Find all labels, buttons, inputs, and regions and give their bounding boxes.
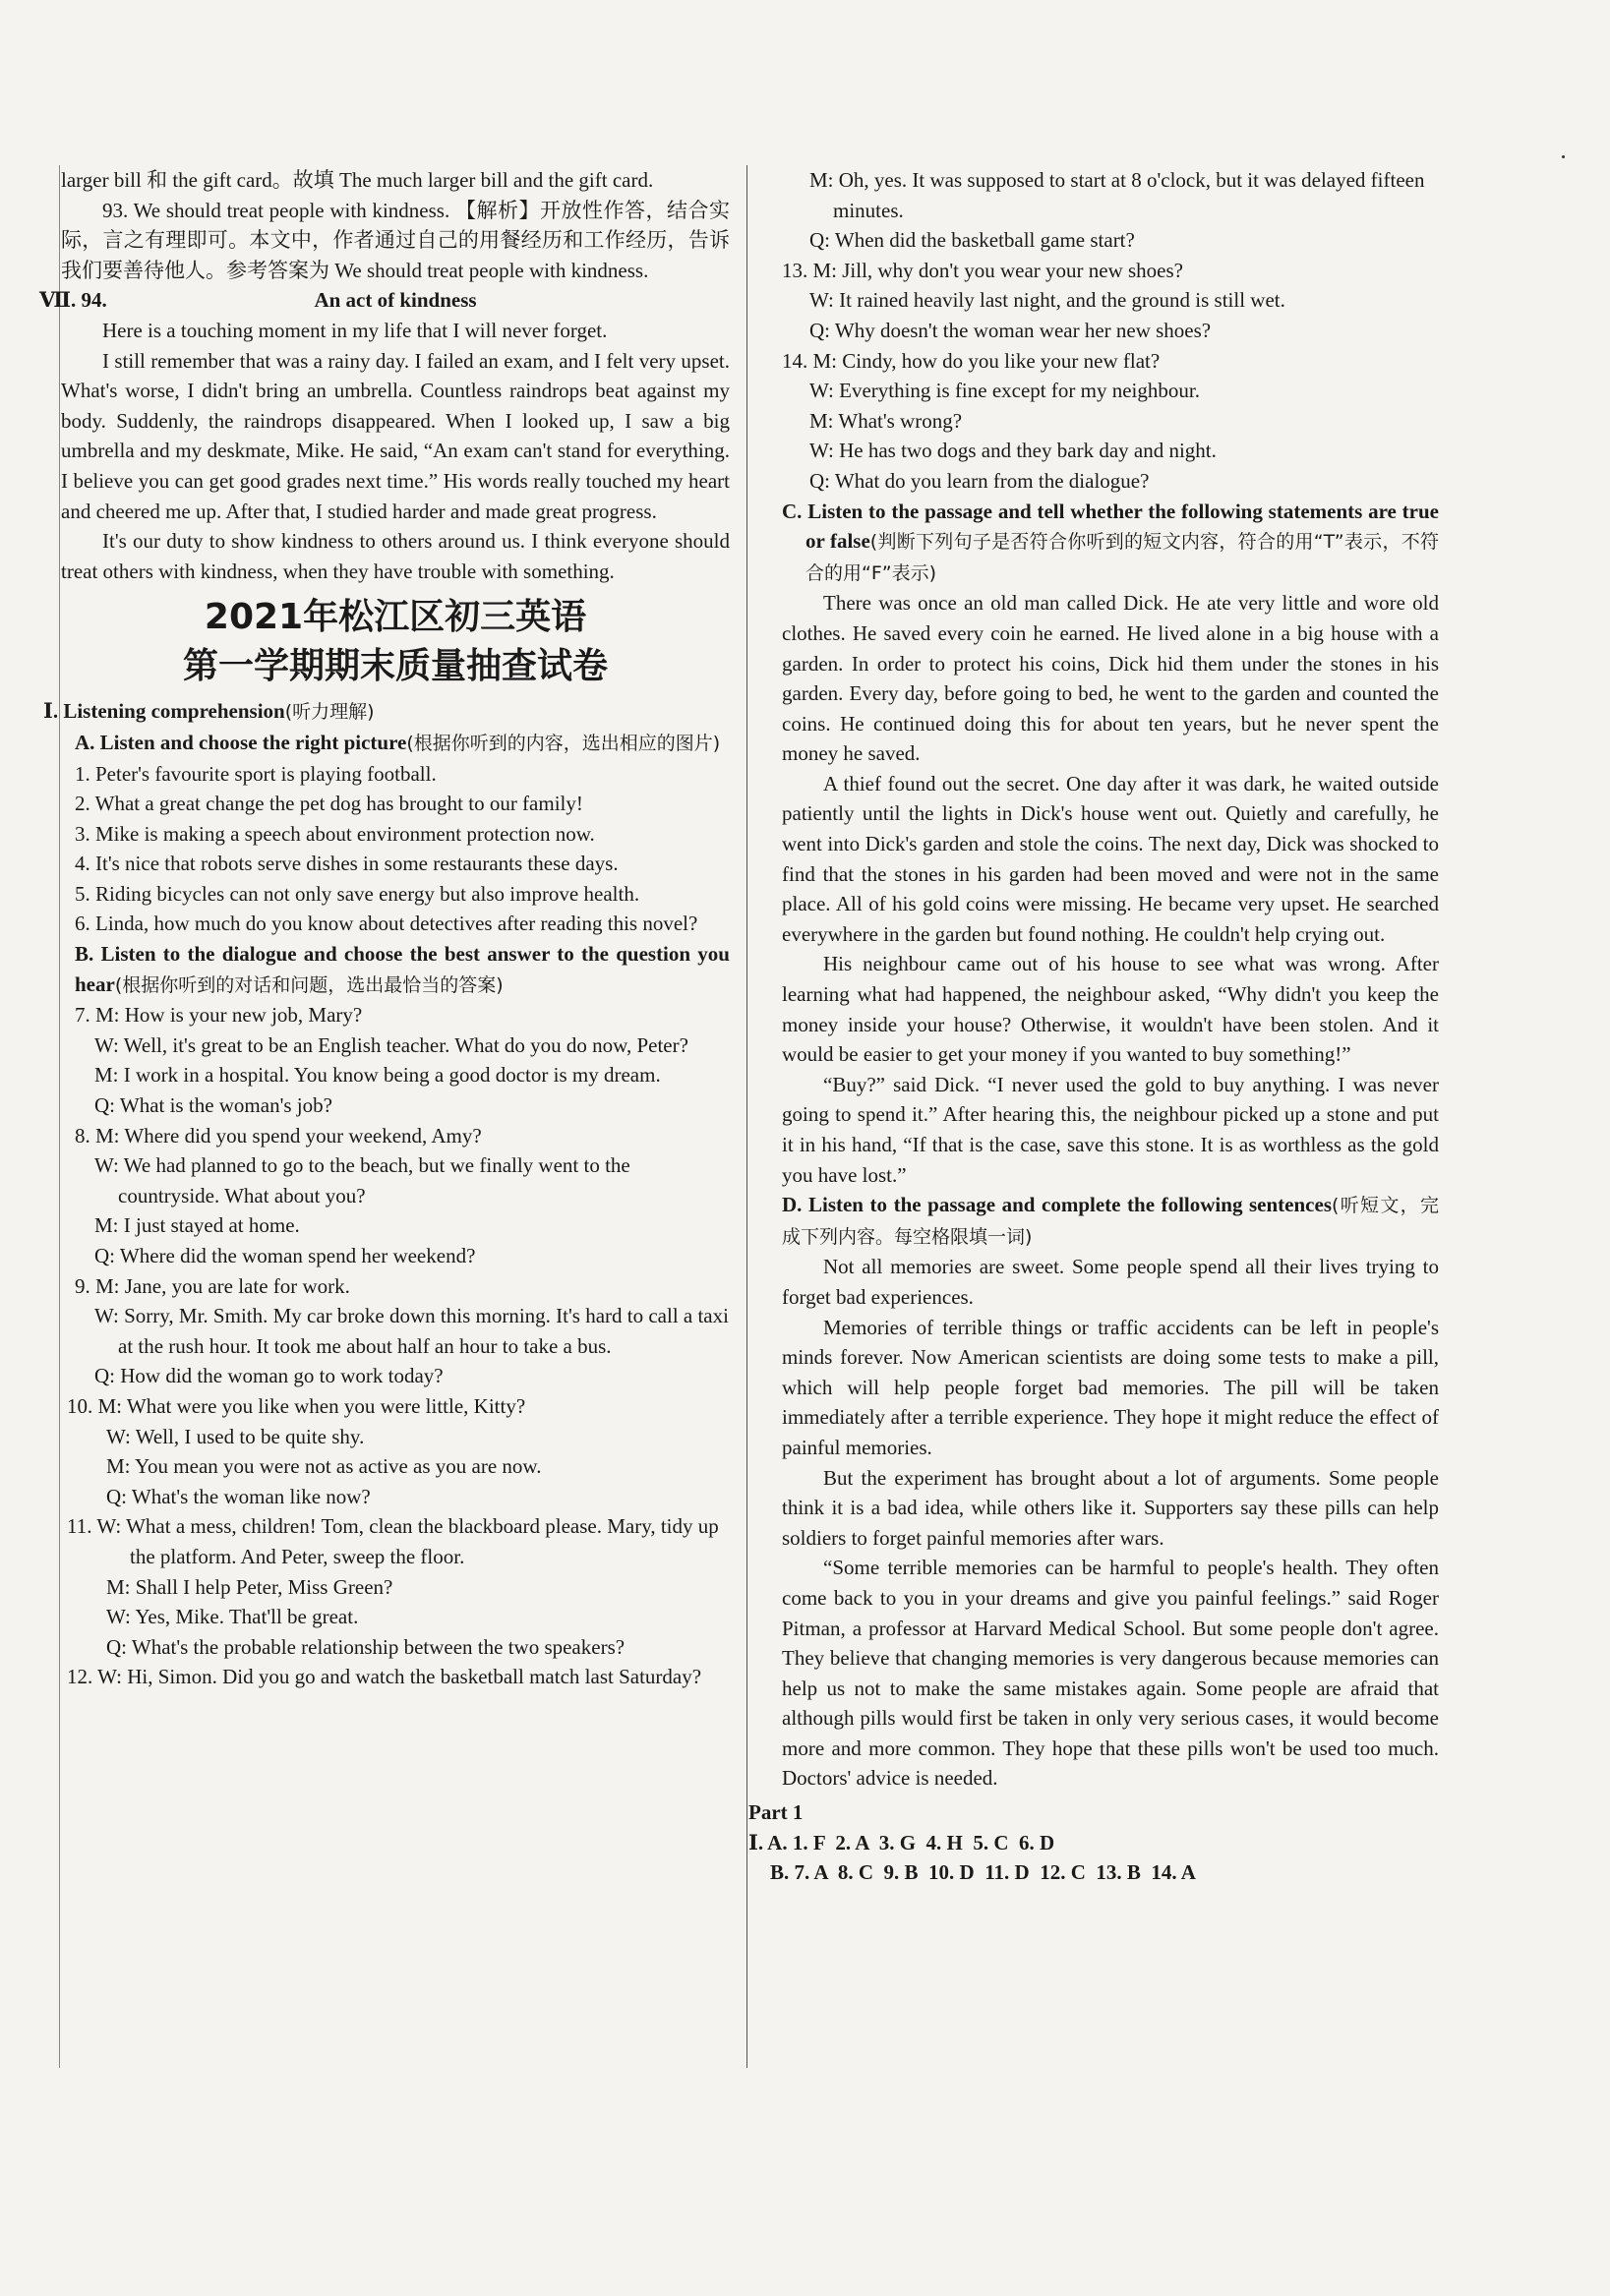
dialogue-8	[61, 1121, 730, 1271]
right-column	[748, 165, 1440, 1888]
list-item: 5. Riding bicycles can not only save energy but also improve health.	[75, 881, 640, 906]
dialogue-line: Q: When did the basketball game start?	[809, 228, 1135, 253]
list-item: 2. What a great change the pet dog has brought to our family!	[75, 792, 583, 816]
section-c-paragraph-2: A thief found out the secret. One day after it was dark, he waited outside patiently until the lights in Dick's house went out. Quietly and carefully, he went into Dick's garden and stole the coins. The next day, Dick was shocked to find that the stones in his garden had been moved and were not in the same place. All of his gold coins were missing. He became very upset. He searched everywhere in the garden but found nothing. He couldn't help crying out.	[782, 771, 1439, 946]
dialogue-7	[61, 1000, 730, 1120]
list-item: 4. It's nice that robots serve dishes in some restaurants these days.	[75, 852, 619, 876]
dialogue-line: 8. M: Where did you spend your weekend, Amy?	[75, 1123, 482, 1148]
dialogue-line: 11. W: What a mess, children! Tom, clean the blackboard please. Mary, tidy up the platform. And Peter, sweep the floor.	[67, 1514, 719, 1568]
dialogue-line: M: What's wrong?	[809, 408, 963, 433]
part-1-label: Part 1	[748, 1800, 804, 1825]
section-a-cn: (根据你听到的内容，选出相应的图片)	[406, 732, 721, 754]
dialogue-line: Q: What do you learn from the dialogue?	[809, 468, 1150, 493]
dialogue-line: W: Everything is fine except for my neighbour.	[809, 379, 1200, 403]
dialogue-line: M: Shall I help Peter, Miss Green?	[106, 1574, 393, 1599]
dialogue-line: 12. W: Hi, Simon. Did you go and watch the basketball match last Saturday?	[67, 1665, 702, 1689]
section-b-title: B. Listen to the dialogue and choose the best answer to the question you hear	[75, 942, 730, 996]
section-b-heading	[61, 939, 730, 1000]
section-c-cn: (判断下列句子是否符合你听到的短文内容，符合的用“T”表示，不符合的用“F”表示)	[805, 531, 1440, 584]
list-item: 6. Linda, how much do you know about detectives after reading this novel?	[75, 912, 698, 936]
section-a-heading	[61, 728, 730, 759]
dialogue-12-continued	[782, 165, 1439, 256]
dialogue-line: M: Oh, yes. It was supposed to start at 8 o'clock, but it was delayed fifteen minutes.	[809, 168, 1425, 222]
section-d-paragraph-2: Memories of terrible things or traffic accidents can be left in people's minds forever. Now American scientists are doing some tests to make a pill, which will help people forget bad memories. The pill will be taken immediately after a terrible experience. They hope it might reduce the effect of painful memories.	[782, 1315, 1439, 1459]
dialogue-line: 7. M: How is your new job, Mary?	[75, 1003, 363, 1028]
dialogue-line: W: Sorry, Mr. Smith. My car broke down this morning. It's hard to call a taxi at the rush hour. It took me about half an hour to take a bus.	[94, 1304, 729, 1358]
section-d-heading	[782, 1190, 1439, 1252]
section-c-title: C. Listen to the passage and tell whether the following statements are true or false	[782, 499, 1439, 554]
dialogue-line: Q: How did the woman go to work today?	[94, 1364, 444, 1388]
dialogue-line: W: We had planned to go to the beach, but we finally went to the countryside. What about you?	[94, 1153, 630, 1207]
column-divider	[746, 165, 747, 2068]
dialogue-9	[61, 1271, 730, 1391]
dialogue-line: M: I work in a hospital. You know being a good doctor is my dream.	[94, 1063, 661, 1088]
dialogue-line: 9. M: Jane, you are late for work.	[75, 1273, 350, 1298]
section-a-title: A. Listen and choose the right picture	[75, 730, 407, 754]
dialogue-10	[61, 1391, 730, 1511]
section-c-heading	[782, 497, 1439, 589]
left-column	[39, 165, 730, 1692]
section-b-cn: (根据你听到的对话和问题，选出最恰当的答案)	[114, 973, 504, 996]
essay-title: An act of kindness	[314, 288, 477, 313]
exam-title-line-1: 2021年松江区初三英语	[204, 597, 587, 638]
section-d-cn: (听短文，完成下列内容。每空格限填一词)	[782, 1195, 1439, 1248]
dialogue-line: Q: What's the woman like now?	[106, 1484, 371, 1508]
answer-93: 93. We should treat people with kindness. 【解析】开放性作答，结合实际，言之有理即可。本文中，作者通过自己的用餐经历和工作经历，告诉我们要善待他人。参考答案为 We should treat people with kindness.	[61, 198, 730, 282]
section-c-paragraph-1: There was once an old man called Dick. He ate very little and wore old clothes. He saved every coin he earned. He lived alone in a big house with a garden. In order to protect his coins, Dick hid them under the stones in his garden. Every day, before going to bed, he went to the garden and counted the coins. He continued doing this for about ten years, but he never spent the money he saved.	[782, 591, 1439, 766]
list-item: 3. Mike is making a speech about environment protection now.	[75, 821, 595, 846]
dialogue-line: Q: Where did the woman spend her weekend?	[94, 1244, 476, 1267]
essay-paragraph-2: I still remember that was a rainy day. I failed an exam, and I felt very upset. What's worse, I didn't bring an umbrella. Countless raindrops beat against my body. Suddenly, the raindrops disappeared. When I looked up, I saw a big umbrella and my deskmate, Mike. He said, “An exam can't stand for everything. I believe you can get good grades next time.” His words really touched my heart and cheered me up. After that, I studied harder and made great progress.	[61, 348, 730, 523]
dialogue-line: 14. M: Cindy, how do you like your new flat?	[782, 348, 1161, 373]
essay-paragraph-3: It's our duty to show kindness to others around us. I think everyone should treat others with kindness, when they have trouble with something.	[61, 529, 730, 583]
dialogue-line: 13. M: Jill, why don't you wear your new shoes?	[782, 258, 1183, 282]
answer-intro: larger bill 和 the gift card。故填 The much larger bill and the gift card.	[61, 168, 654, 192]
essay-header	[39, 285, 730, 316]
dialogue-14	[782, 346, 1439, 497]
essay-paragraph-1: Here is a touching moment in my life that I will never forget.	[102, 318, 608, 342]
speck	[1562, 155, 1565, 158]
section-d-paragraph-4: “Some terrible memories can be harmful to people's health. They often come back to you in your dreams and give you painful feelings.” said Roger Pitman, a professor at Harvard Medical School. But some people don't agree. They believe that changing memories is very dangerous because memories can help us not to make the same mistakes again. Some people are afraid that although pills would first be taken in only very serious cases, it would become more and more common. They hope that these pills won't be used too much. Doctors' advice is needed.	[782, 1556, 1439, 1791]
dialogue-line: Q: Why doesn't the woman wear her new shoes?	[809, 318, 1212, 342]
section-1-heading	[43, 696, 730, 728]
dialogue-line: 10. M: What were you like when you were little, Kitty?	[67, 1393, 526, 1418]
answers-section-a: Ⅰ. A. 1. F 2. A 3. G 4. H 5. C 6. D	[748, 1830, 1055, 1854]
answers-section-b: B. 7. A 8. C 9. B 10. D 11. D 12. C 13. B 14. A	[770, 1860, 1196, 1885]
question-94-label: Ⅶ. 94.	[39, 288, 107, 313]
dialogue-line: W: He has two dogs and they bark day and night.	[809, 439, 1217, 463]
dialogue-line: M: I just stayed at home.	[94, 1213, 300, 1238]
dialogue-line: M: You mean you were not as active as you are now.	[106, 1454, 542, 1479]
dialogue-11	[61, 1511, 730, 1662]
dialogue-line: W: Well, it's great to be an English teacher. What do you do now, Peter?	[94, 1032, 688, 1057]
left-margin-rule	[59, 165, 60, 2068]
section-d-paragraph-3: But the experiment has brought about a lot of arguments. Some people think it is a bad idea, while others like it. Supporters say these pills can help soldiers to forget painful memories after wars.	[782, 1465, 1439, 1550]
section-c-paragraph-3: His neighbour came out of his house to see what was wrong. After learning what had happened, the neighbour asked, “Why didn't you keep the money inside your house? Otherwise, it wouldn't have been stolen. And it would be easier to get your money if you wanted to buy something!”	[782, 952, 1439, 1067]
section-1-title: Ⅰ. Listening comprehension	[43, 699, 285, 724]
section-a-list	[61, 759, 730, 940]
dialogue-line: W: It rained heavily last night, and the ground is still wet.	[809, 288, 1285, 313]
list-item: 1. Peter's favourite sport is playing football.	[75, 761, 437, 786]
dialogue-line: Q: What's the probable relationship between the two speakers?	[106, 1634, 626, 1659]
section-d-title: D. Listen to the passage and complete the following sentences	[782, 1193, 1332, 1217]
dialogue-12	[61, 1662, 730, 1692]
dialogue-line: Q: What is the woman's job?	[94, 1093, 332, 1118]
dialogue-13	[782, 256, 1439, 346]
dialogue-line: W: Well, I used to be quite shy.	[106, 1424, 365, 1448]
section-d-paragraph-1: Not all memories are sweet. Some people spend all their lives trying to forget bad experiences.	[782, 1255, 1439, 1309]
section-1-cn: (听力理解)	[284, 701, 375, 724]
exam-title-line-2: 第一学期期末质量抽查试卷	[182, 646, 608, 687]
dialogue-line: W: Yes, Mike. That'll be great.	[106, 1605, 359, 1629]
section-c-paragraph-4: “Buy?” said Dick. “I never used the gold to buy anything. I was never going to spend it.” After hearing this, the neighbour picked up a stone and put it in his hand, “If that is the case, save this stone. It is as worthless as the gold you have lost.”	[782, 1072, 1439, 1187]
